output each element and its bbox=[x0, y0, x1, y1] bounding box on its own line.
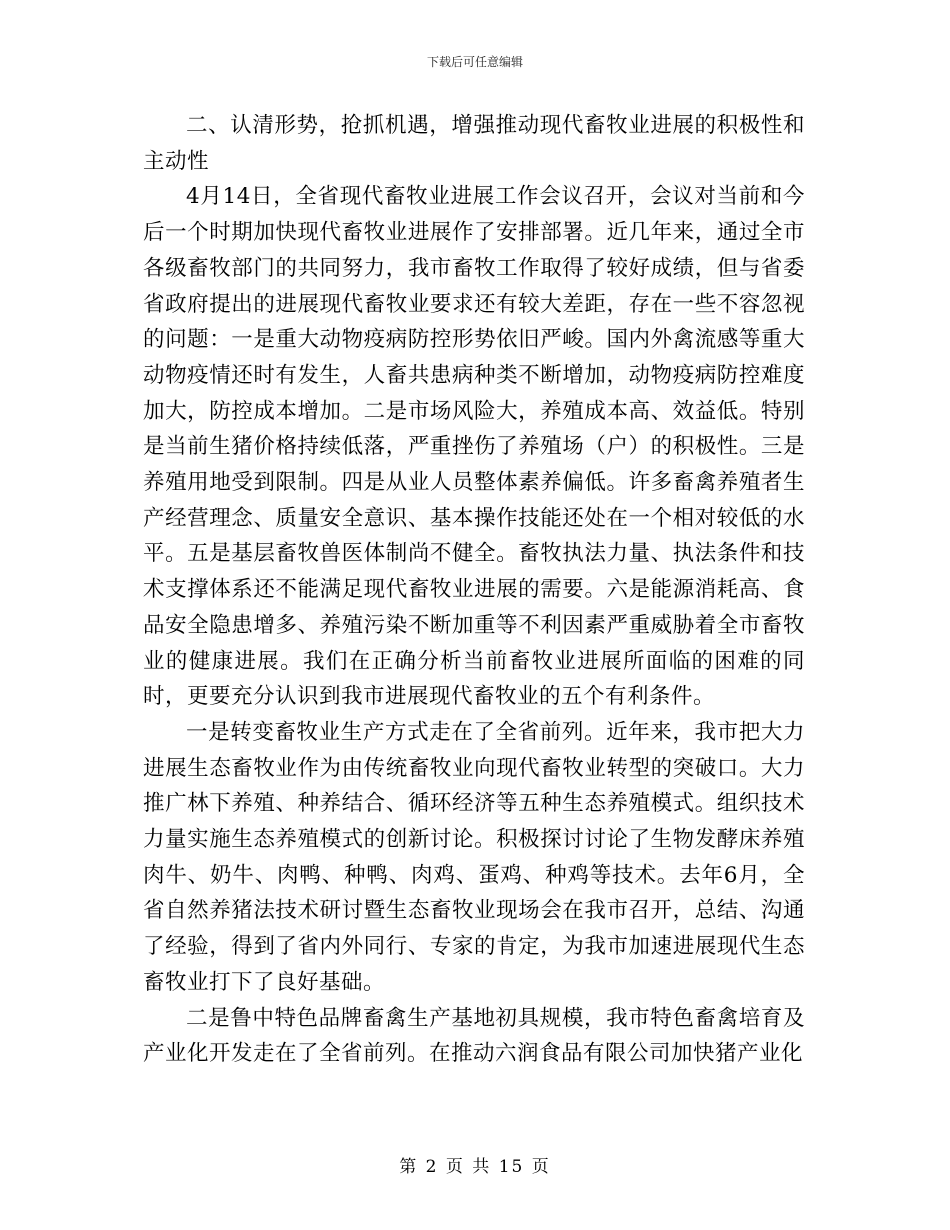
section-heading-paragraph: 二、认清形势，抢抓机遇，增强推动现代畜牧业进展的积极性和主动性 bbox=[143, 113, 805, 174]
page-footer bbox=[0, 1156, 950, 1178]
page-label-suffix: 页 bbox=[531, 1157, 551, 1177]
body-paragraph: 一是转变畜牧业生产方式走在了全省前列。近年来，我市把大力进展生态畜牧业作为由传统畜牧业向现代畜牧业转型的突破口。大力推广林下养殖、种养结合、循环经济等五种生态养殖模式。组织技术力量实施生态养殖模式的创新讨论。积极探讨讨论了生物发酵床养殖肉牛、奶牛、肉鸭、种鸭、肉鸡、蛋鸡、种鸡等技术。去年6月，全省自然养猪法技术研讨暨生态畜牧业现场会在我市召开，总结、沟通了经验，得到了省内外同行、专家的肯定，为我市加速进展现代生态畜牧业打下了良好基础。 bbox=[143, 719, 805, 995]
current-page-number: 2 bbox=[425, 1157, 439, 1177]
body-paragraph: 4月14日，全省现代畜牧业进展工作会议召开，会议对当前和今后一个时期加快现代畜牧业进展作了安排部署。近几年来，通过全市各级畜牧部门的共同努力，我市畜牧工作取得了较好成绩，但与省委省政府提出的进展现代畜牧业要求还有较大差距，存在一些不容忽视的问题：一是重大动物疫病防控形势依旧严峻。国内外禽流感等重大动物疫情还时有发生，人畜共患病种类不断增加，动物疫病防控难度加大，防控成本增加。二是市场风险大，养殖成本高、效益低。特别是当前生猪价格持续低落，严重挫伤了养殖场（户）的积极性。三是养殖用地受到限制。四是从业人员整体素养偏低。许多畜禽养殖者生产经营理念、质量安全意识、基本操作技能还处在一个相对较低的水平。五是基层畜牧兽医体制尚不健全。畜牧执法力量、执法条件和技术支撑体系还不能满足现代畜牧业进展的需要。六是能源消耗高、食品安全隐患增多、养殖污染不断加重等不利因素严重威胁着全市畜牧业的健康进展。我们在正确分析当前畜牧业进展所面临的困难的同时，更要充分认识到我市进展现代畜牧业的五个有利条件。 bbox=[143, 184, 805, 710]
page-label-mid: 页 共 bbox=[445, 1157, 492, 1177]
page-label-prefix: 第 bbox=[399, 1157, 419, 1177]
page-header bbox=[0, 54, 950, 70]
body-paragraph: 二是鲁中特色品牌畜禽生产基地初具规模，我市特色畜禽培育及产业化开发走在了全省前列。在推动六润食品有限公司加快猪产业化 bbox=[143, 1005, 805, 1067]
header-note: 下载后可任意编辑 bbox=[426, 55, 523, 69]
total-pages-number: 15 bbox=[498, 1157, 525, 1177]
document-body bbox=[143, 108, 805, 1072]
